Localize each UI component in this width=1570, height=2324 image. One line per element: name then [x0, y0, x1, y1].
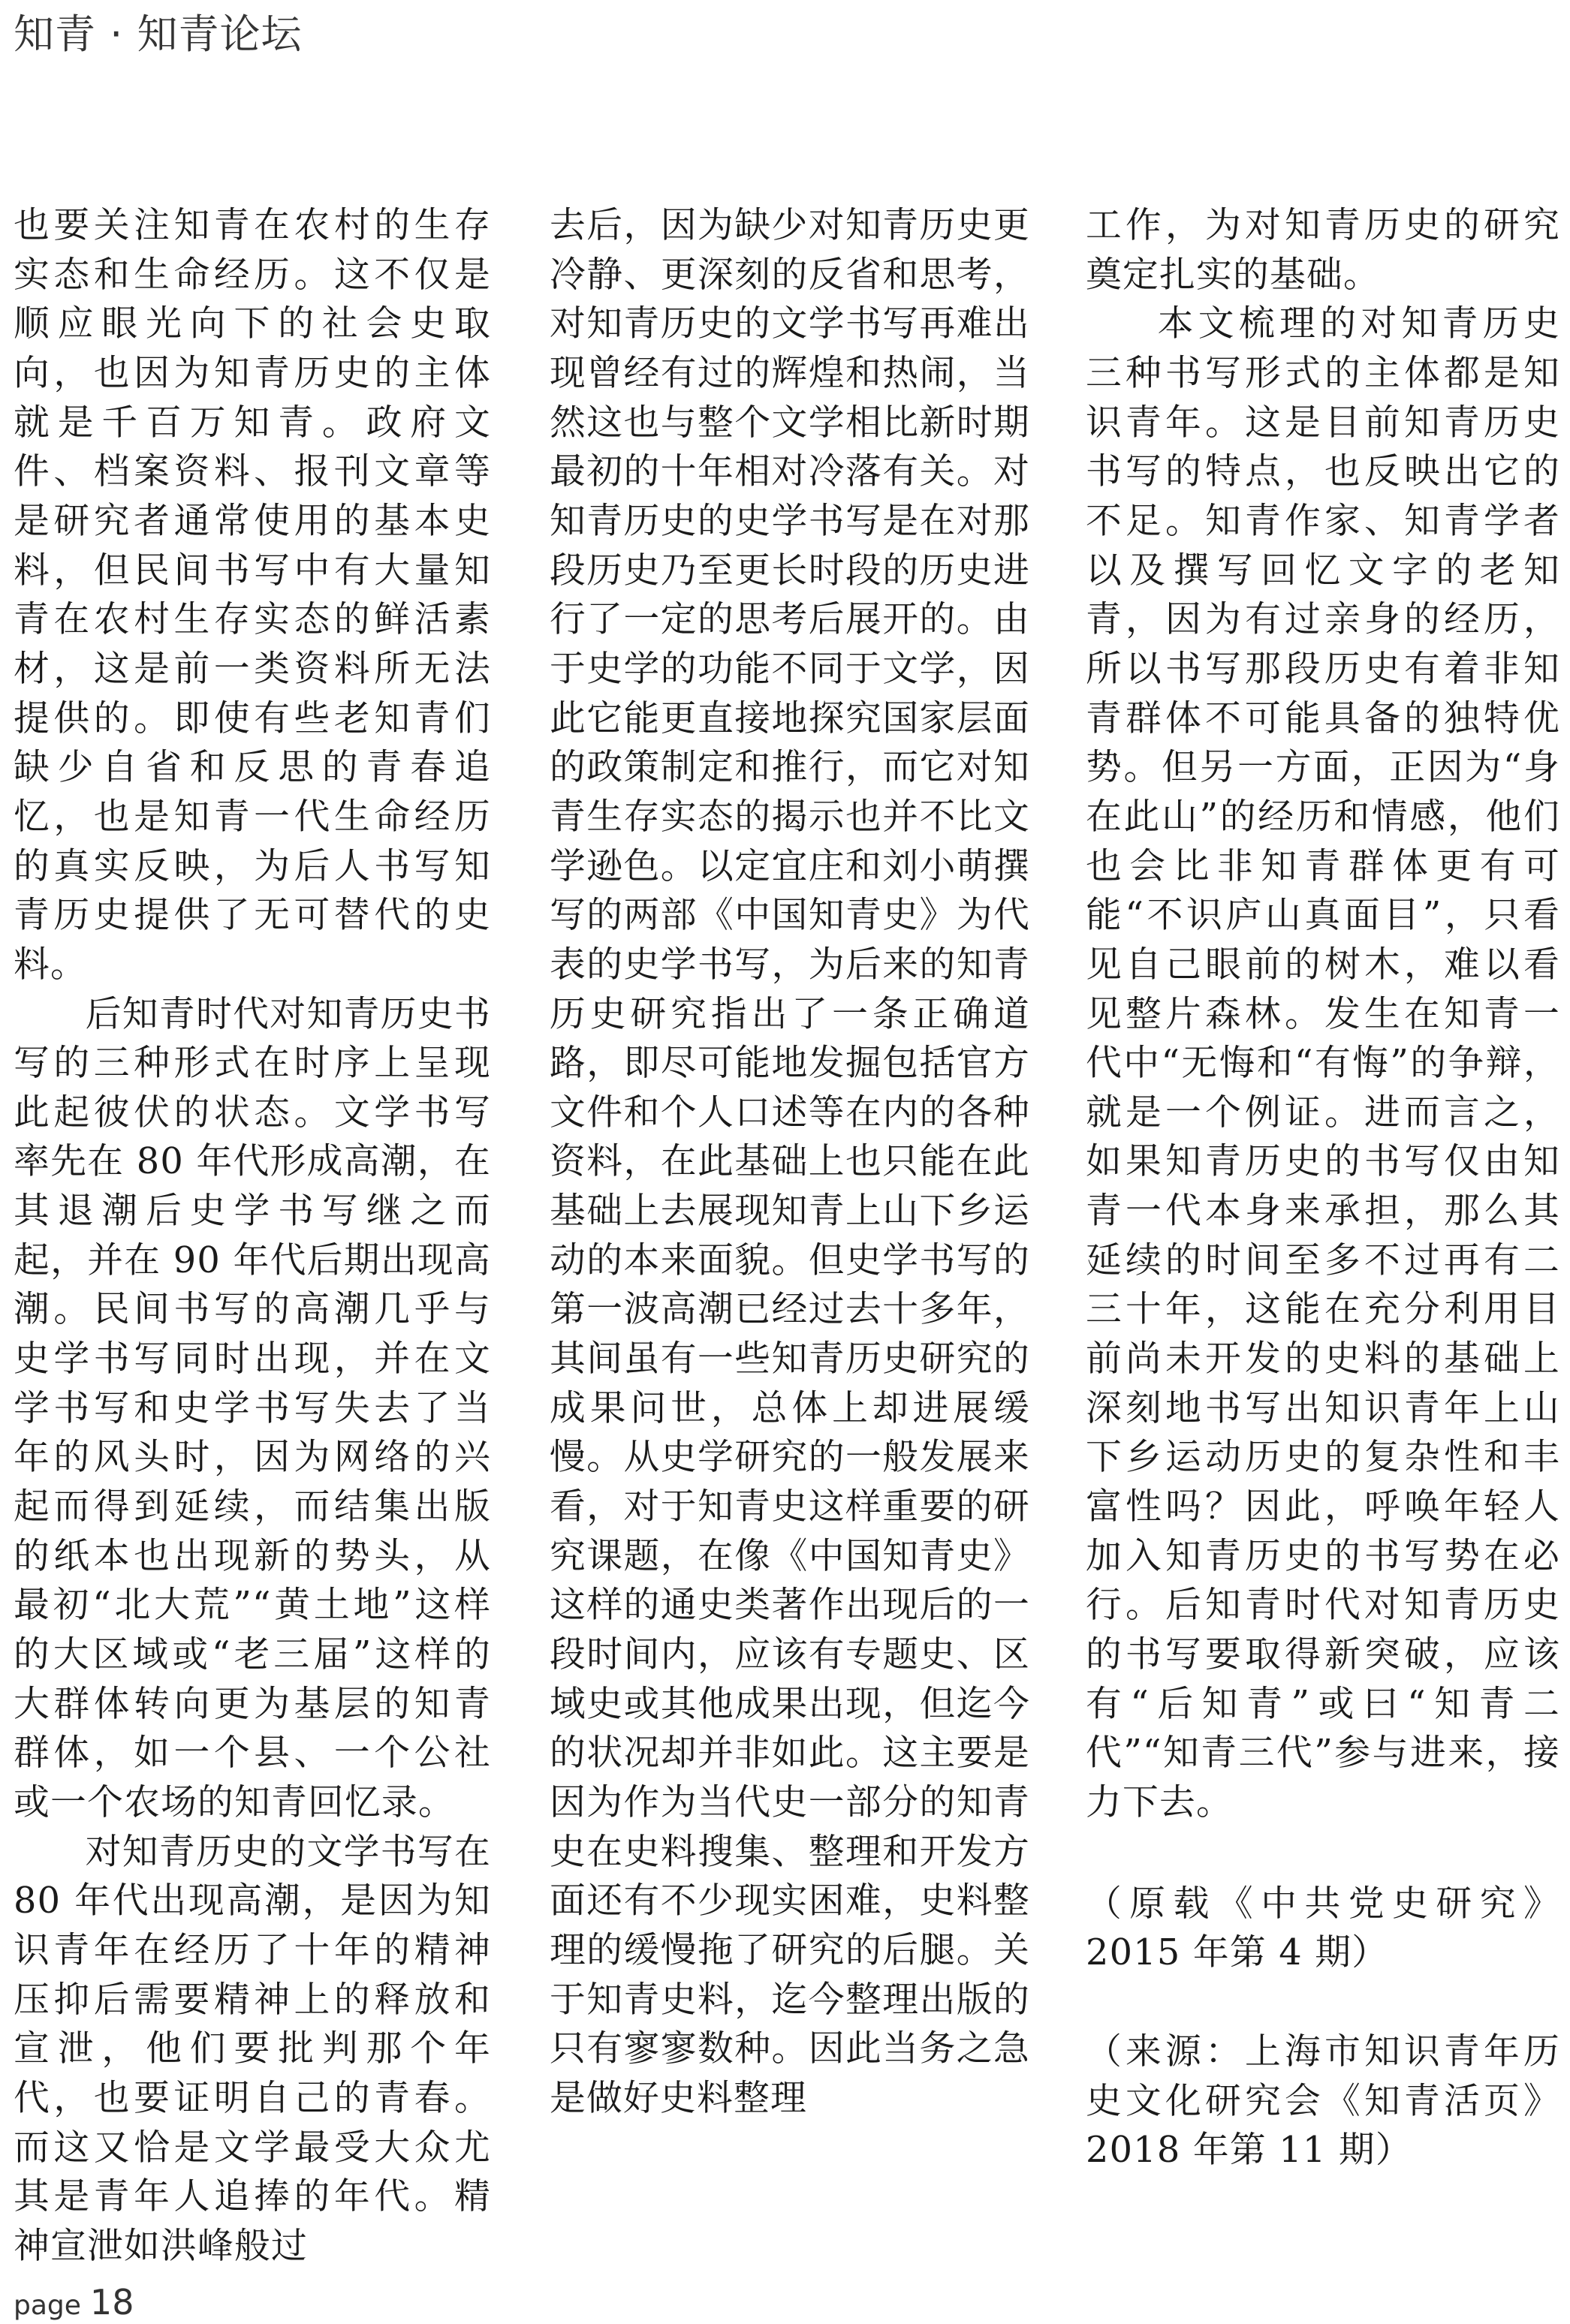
page-header: 知青 · 知青论坛	[14, 11, 303, 58]
text-column-1	[14, 201, 491, 2271]
paragraph: 对知青历史的文学书写在 80 年代出现高潮，是因为知识青年在经历了十年的精神压抑后需要精神上的释放和宣泄，他们要批判那个年代，也要证明自己的青春。而这又恰是文学最受大众尤其是青年人追捧的年代。精神宣泄如洪峰般过	[14, 1831, 491, 2267]
paragraph: 本文梳理的对知青历史三种书写形式的主体都是知识青年。这是目前知青历史书写的特点，也反映出它的不足。知青作家、知青学者以及撰写回忆文字的老知青，因为有过亲身的经历，所以书写那段历史有着非知青群体不可能具备的独特优势。但另一方面，正因为“身在此山”的经历和情感，他们也会比非知青群体更有可能“不识庐山真面目”，只看见自己眼前的树木，难以看见整片森林。发生在知青一代中“无悔和“有悔”的争辩，就是一个例证。进而言之，如果知青历史的书写仅由知青一代本身来承担，那么其延续的时间至多不过再有二三十年，这能在充分利用目前尚未开发的史料的基础上深刻地书写出知识青年上山下乡运动历史的复杂性和丰富性吗？因此，呼唤年轻人加入知青历史的书写势在必行。后知青时代对知青历史的书写要取得新突破，应该有“后知青”或曰“知青二代”“知青三代”参与进来，接力下去。	[1086, 303, 1560, 1823]
source-note: （来源：上海市知识青年历史文化研究会《知青活页》2018 年第 11 期）	[1086, 2030, 1560, 2172]
source-note: （原载《中共党史研究》2015 年第 4 期）	[1086, 1883, 1560, 1974]
paragraph: 工作，为对知青历史的研究奠定扎实的基础。	[1086, 205, 1560, 296]
paragraph: 后知青时代对知青历史书写的三种形式在时序上呈现此起彼伏的状态。文学书写率先在 80 年代形成高潮，在其退潮后史学书写继之而起，并在 90 年代后期出现高潮。民间书写的高潮几乎与史学书写同时出现，并在文学书写和史学书写失去了当年的风头时，因为网络的兴起而得到延续，而结集出版的纸本也出现新的势头，从最初“北大荒”“黄土地”这样的大区域或“老三届”这样的大群体转向更为基层的知青群体，如一个县、一个公社或一个农场的知青回忆录。	[14, 993, 491, 1823]
page-label: page	[14, 2290, 81, 2321]
page-footer	[14, 2282, 134, 2322]
text-column-3	[1086, 201, 1560, 2175]
paragraph: 也要关注知青在农村的生存实态和生命经历。这不仅是顺应眼光向下的社会史取向，也因为知青历史的主体就是千百万知青。政府文件、档案资料、报刊文章等是研究者通常使用的基本史料，但民间书写中有大量知青在农村生存实态的鲜活素材，这是前一类资料所无法提供的。即使有些老知青们缺少自省和反思的青春追忆，也是知青一代生命经历的真实反映，为后人书写知青历史提供了无可替代的史料。	[14, 205, 491, 986]
text-column-2	[550, 201, 1030, 2124]
paragraph: 去后，因为缺少对知青历史更冷静、更深刻的反省和思考，对知青历史的文学书写再难出现曾经有过的辉煌和热闹，当然这也与整个文学相比新时期最初的十年相对冷落有关。对知青历史的史学书写是在对那段历史乃至更长时段的历史进行了一定的思考后展开的。由于史学的功能不同于文学，因此它能更直接地探究国家层面的政策制定和推行，而它对知青生存实态的揭示也并不比文学逊色。以定宜庄和刘小萌撰写的两部《中国知青史》为代表的史学书写，为后来的知青历史研究指出了一条正确道路，即尽可能地发掘包括官方文件和个人口述等在内的各种资料，在此基础上也只能在此基础上去展现知青上山下乡运动的本来面貌。但史学书写的第一波高潮已经过去十多年，其间虽有一些知青历史研究的成果问世，总体上却进展缓慢。从史学研究的一般发展来看，对于知青史这样重要的研究课题，在像《中国知青史》这样的通史类著作出现后的一段时间内，应该有专题史、区域史或其他成果出现，但迄今的状况却并非如此。这主要是因为作为当代史一部分的知青史在史料搜集、整理和开发方面还有不少现实困难，史料整理的缓慢拖了研究的后腿。关于知青史料，迄今整理出版的只有寥寥数种。因此当务之急是做好史料整理	[550, 205, 1030, 2119]
page-number: 18	[89, 2282, 134, 2322]
